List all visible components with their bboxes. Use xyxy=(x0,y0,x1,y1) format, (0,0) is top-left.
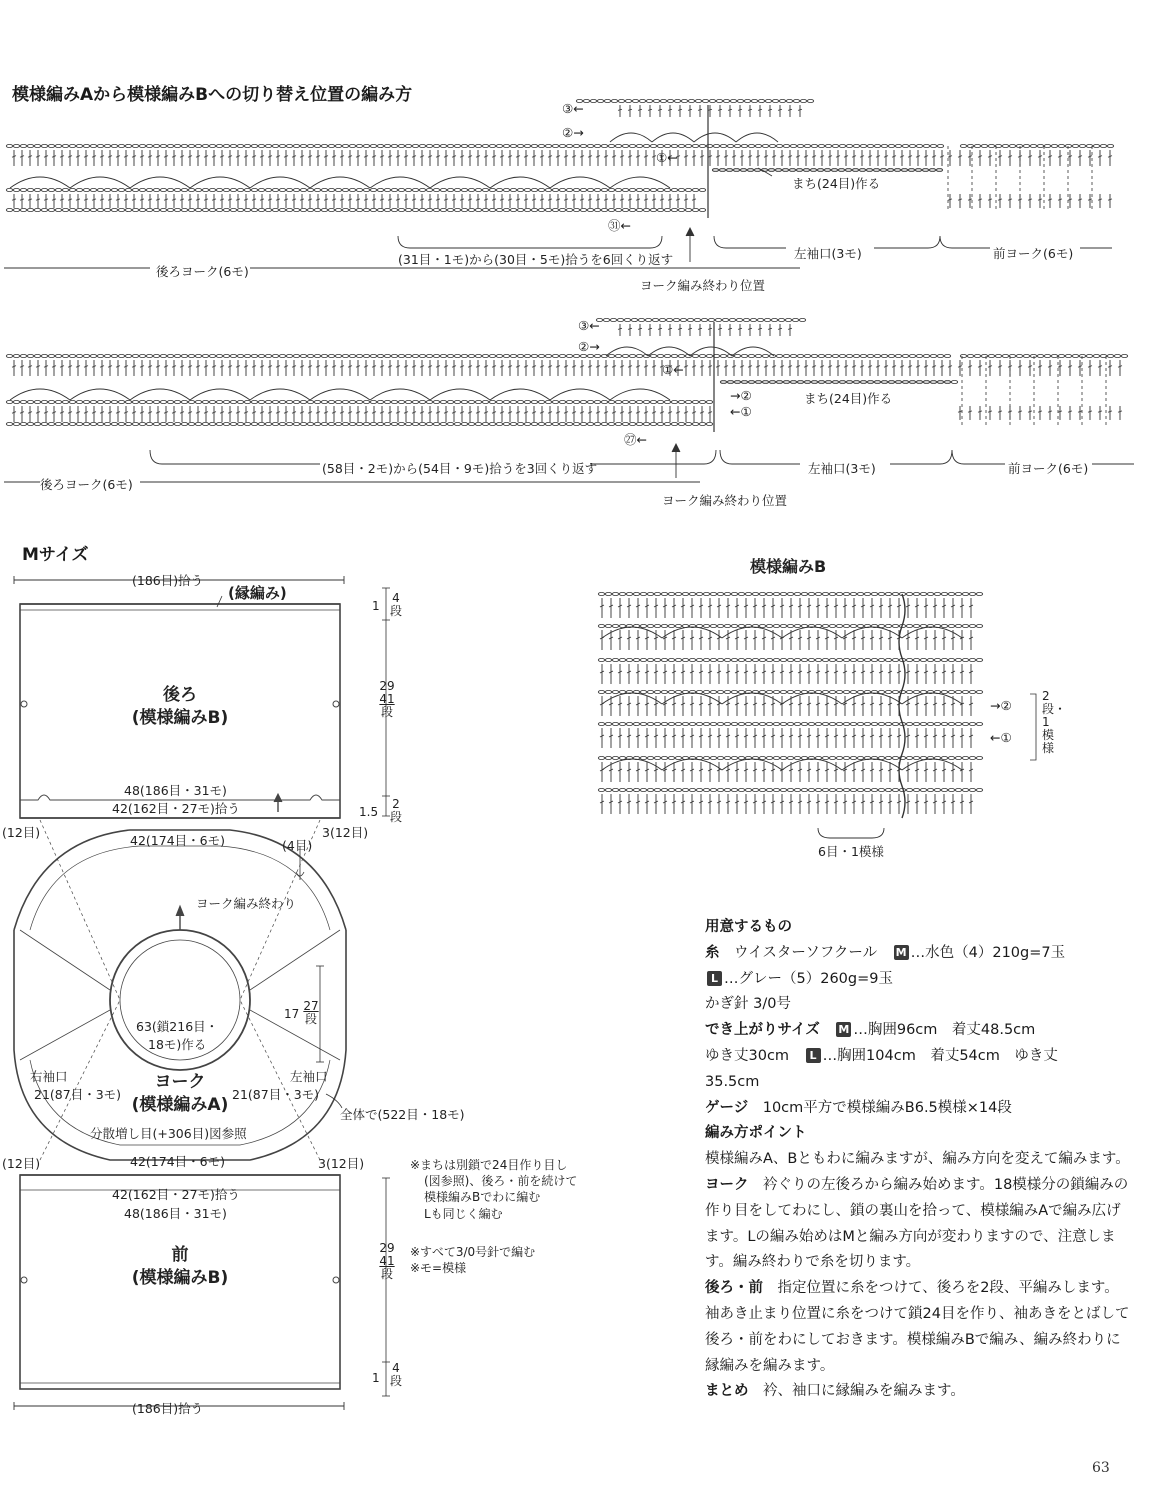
back-bottom-cm: 1.5 xyxy=(359,805,379,819)
yoke-panel-label: ヨーク (模様編みA) xyxy=(131,1072,229,1115)
left-sleeve-label: 左袖口 xyxy=(290,1069,328,1084)
instructions xyxy=(705,915,1130,1405)
pattern-b-repeat-rows: 2段・1模様 xyxy=(1042,689,1067,755)
back-bottom-rows: 2 段 xyxy=(389,797,402,825)
back-border-rows: 4 段 xyxy=(389,591,402,619)
gauge-line: ゲージ 10cm平方で模様編みB6.5模様×14段 xyxy=(705,1099,1012,1116)
size-line: でき上がりサイズ M …胸囲96cm 着丈48.5cm xyxy=(705,1022,1036,1039)
page-number: 63 xyxy=(1092,1460,1110,1476)
front-corner-left: (12目) xyxy=(2,1156,41,1171)
front-panel-label: 前 (模様編みB) xyxy=(131,1245,229,1288)
left-sleeve-width: 21(87目・3モ) xyxy=(232,1087,320,1102)
right-sleeve-width: 21(87目・3モ) xyxy=(34,1087,122,1102)
schematic-notes: ※まちは別鎖で24目作り目し (図参照)、後ろ・前を続けて 模様編みBでわに編む Lも同じく編む xyxy=(410,1158,578,1221)
front-border-cm: 1 xyxy=(372,1371,380,1385)
back-height: 29 41 段 xyxy=(379,679,395,720)
d2-row1-marker: ①← xyxy=(662,362,684,377)
front-height: 29 41 段 xyxy=(379,1241,395,1282)
pattern-b-marker-2: →② xyxy=(990,698,1012,713)
finish-text: まとめ 衿、袖口に縁編みを編みます。 xyxy=(705,1383,965,1400)
back-width-total: 48(186目・31モ) xyxy=(124,783,227,798)
d1-row31-marker: ㉛← xyxy=(608,218,631,233)
size-m-badge: M xyxy=(894,945,909,960)
d2-side-marker-1: ←① xyxy=(730,404,752,419)
d1-yoke-end-label: ヨーク編み終わり位置 xyxy=(640,278,766,293)
back-width-pickup: 42(162目・27モ)拾う xyxy=(112,801,240,816)
d2-repeat-label: (58目・2モ)から(54目・9モ)拾うを3回くり返す xyxy=(322,461,598,476)
points-text: 模様編みA、Bともわに編みますが、編み方向を変えて編みます。 xyxy=(705,1151,1130,1168)
front-width-pickup: 42(162目・27モ)拾う xyxy=(112,1187,240,1202)
yarn-line-l: L …グレー（5）260g=9玉 xyxy=(705,967,1130,993)
pattern-b-title: 模様編みB xyxy=(750,557,827,576)
front-corner-right: 3(12目) xyxy=(318,1156,365,1171)
yoke-depth-cm: 17 xyxy=(284,1007,300,1021)
back-border-label: (縁編み) xyxy=(228,584,287,602)
size-title: Mサイズ xyxy=(22,545,89,565)
d1-row3-marker: ③← xyxy=(562,101,584,116)
back-corner-left: (12目) xyxy=(2,825,41,840)
front-width-total: 48(186目・31モ) xyxy=(124,1206,227,1221)
back-top-pickup: (186目)拾う xyxy=(132,573,204,588)
back-border-cm: 1 xyxy=(372,599,380,613)
size-line-2: ゆき丈30cm L …胸囲104cm 着丈54cm ゆき丈 xyxy=(705,1047,1058,1064)
yoke-text: ヨーク 衿ぐりの左後ろから編み始めます。18模様分の鎖編みの作り目をしてわにし、鎖の裏山を拾って、模様編みAで編み広げます。Lの編み始めはMと編み方向が変わりますので、注意します。編み終わりで糸を切ります。 xyxy=(705,1176,1129,1271)
yarn-line: 糸 ウイスターソフクール M …水色（4）210g=7玉 xyxy=(705,944,1066,961)
d1-repeat-label: (31目・1モ)から(30目・5モ)拾うを6回くり返す xyxy=(398,252,674,267)
neck-label-2: 18モ)作る xyxy=(148,1037,207,1052)
back-corner-right: 3(12目) xyxy=(322,825,369,840)
materials-heading: 用意するもの xyxy=(705,919,792,935)
d2-yoke-end-label: ヨーク編み終わり位置 xyxy=(662,493,788,508)
section-title: 模様編みAから模様編みBへの切り替え位置の編み方 xyxy=(12,85,413,105)
front-bottom-pickup: (186目)拾う xyxy=(132,1401,204,1416)
yoke-increase-label: 分散増し目(+306目)図参照 xyxy=(90,1126,247,1141)
d1-row1-marker: ①← xyxy=(656,150,678,165)
d2-side-marker-2: →② xyxy=(730,388,752,403)
yoke-total-label: 全体で(522目・18モ) xyxy=(340,1107,465,1122)
d2-back-yoke-label: 後ろヨーク(6モ) xyxy=(40,477,133,492)
yoke-end-label: ヨーク編み終わり xyxy=(196,896,297,911)
yoke-top-arc: 42(174目・6モ) xyxy=(130,833,225,848)
front-border-rows: 4 段 xyxy=(389,1361,402,1389)
d2-row2-marker: ②→ xyxy=(578,339,600,354)
yoke-bottom-arc: 42(174目・6モ) xyxy=(130,1154,225,1169)
d2-gusset-label: まち(24目)作る xyxy=(804,391,893,406)
size-l-badge: L xyxy=(707,971,722,986)
yoke-depth-rows: 27 段 xyxy=(303,999,319,1027)
hook-line: かぎ針 3/0号 xyxy=(705,996,791,1013)
d1-row2-marker: ②→ xyxy=(562,125,584,140)
back-panel-label: 後ろ (模様編みB) xyxy=(131,685,229,728)
d2-sleeve-label: 左袖口(3モ) xyxy=(808,461,876,476)
d2-row27-marker: ㉗← xyxy=(624,432,647,447)
d2-row3-marker: ③← xyxy=(578,318,600,333)
schematic-notes-2: ※すべて3/0号針で編む ※モ=模様 xyxy=(410,1245,536,1276)
pattern-b-marker-1: ←① xyxy=(990,730,1012,745)
right-sleeve-label: 右袖口 xyxy=(30,1069,68,1084)
points-heading: 編み方ポイント xyxy=(705,1125,807,1142)
d1-sleeve-label: 左袖口(3モ) xyxy=(794,246,862,261)
size-line-3: 35.5cm xyxy=(705,1073,760,1090)
d2-front-yoke-label: 前ヨーク(6モ) xyxy=(1008,461,1089,476)
body-text: 後ろ・前 指定位置に糸をつけて、後ろを2段、平編みします。袖あき止まり位置に糸をつけて鎖24目を作り、袖あきをとばして後ろ・前をわにしておきます。模様編みBで編み、編み終わりに縁編みを編みます。 xyxy=(705,1280,1130,1374)
d1-back-yoke-label: 後ろヨーク(6モ) xyxy=(156,264,249,279)
yoke-four-sts: (4目) xyxy=(282,838,313,853)
pattern-b-repeat-sts: 6目・1模様 xyxy=(818,844,884,859)
d1-gusset-label: まち(24目)作る xyxy=(792,176,881,191)
d1-front-yoke-label: 前ヨーク(6モ) xyxy=(993,246,1074,261)
neck-label-1: 63(鎖216目・ xyxy=(136,1019,219,1034)
